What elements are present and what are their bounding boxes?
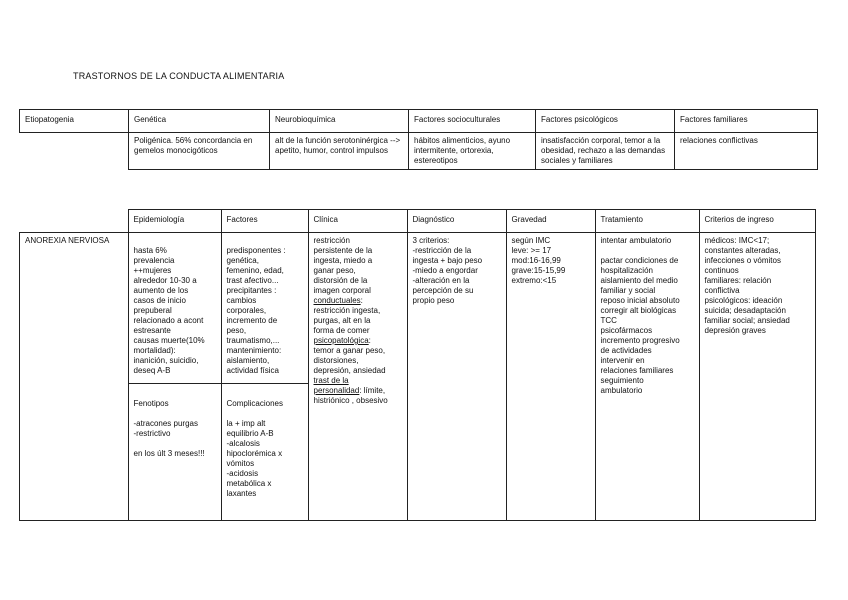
etiopatogenia-body-row bbox=[20, 133, 818, 170]
clinica-text-3: : temor a ganar peso, distorsiones, depresión, ansiedad bbox=[313, 336, 386, 375]
etiopatogenia-table bbox=[19, 109, 818, 170]
etiopatogenia-header-row bbox=[20, 110, 818, 133]
cell-neurobioquimica: alt de la función serotoninérgica --> apetito, humor, control impulsos bbox=[270, 133, 409, 170]
header-gravedad: Gravedad bbox=[506, 210, 595, 233]
anorexia-table bbox=[19, 209, 816, 521]
anorexia-row bbox=[20, 233, 816, 521]
clinica-underline-conductuales: conductuales bbox=[313, 296, 361, 305]
header-factores-socioculturales: Factores socioculturales bbox=[409, 110, 536, 133]
header-clinica: Clínica bbox=[308, 210, 407, 233]
cell-criterios-ingreso: médicos: IMC<17; constantes alteradas, infecciones o vómitos continuos familiares: relación conflictiva psicológicos: ideación suicida; desadaptación familiar social; ansiedad depresión graves bbox=[699, 233, 816, 521]
complicaciones-text: Complicaciones la + imp alt equilibrio A-B -alcalosis hipoclorémica x vómitos -acidosis metabólica x laxantes bbox=[226, 399, 283, 498]
page-title: TRASTORNOS DE LA CONDUCTA ALIMENTARIA bbox=[73, 71, 285, 81]
header-factores-familiares: Factores familiares bbox=[675, 110, 818, 133]
row-label-etiopatogenia: Etiopatogenia bbox=[20, 110, 129, 133]
header-neurobioquimica: Neurobioquímica bbox=[270, 110, 409, 133]
cell-factores-psicologicos: insatisfacción corporal, temor a la obesidad, rechazo a las demandas sociales y familiares bbox=[536, 133, 675, 170]
clinica-text-1: restricción persistente de la ingesta, miedo a ganar peso, distorsión de la imagen corporal bbox=[313, 236, 373, 295]
cell-genetica: Poligénica. 56% concordancia en gemelos monocigóticos bbox=[129, 133, 270, 170]
empty-cell bbox=[20, 133, 129, 170]
cell-tratamiento: intentar ambulatorio pactar condiciones de hospitalización aislamiento del medio familiar y social reposo inicial absoluto corregir alt biológicas TCC psicofármacos incremento progresivo de actividades intervenir en relaciones familiares seguimiento ambulatorio bbox=[595, 233, 699, 521]
cell-diagnostico: 3 criterios: -restricción de la ingesta + bajo peso -miedo a engordar -alteración en la percepción de su propio peso bbox=[407, 233, 506, 521]
cell-epidemiologia bbox=[128, 233, 221, 521]
row-label-anorexia: ANOREXIA NERVIOSA bbox=[20, 233, 129, 521]
header-tratamiento: Tratamiento bbox=[595, 210, 699, 233]
header-criterios-ingreso: Criterios de ingreso bbox=[699, 210, 816, 233]
clinica-text-4: : límite, histriónico , obsesivo bbox=[313, 386, 388, 405]
header-epidemiologia: Epidemiología bbox=[128, 210, 221, 233]
header-factores-psicologicos: Factores psicológicos bbox=[536, 110, 675, 133]
clinica-text-2: : restricción ingesta, purgas, alt en la forma de comer bbox=[313, 296, 381, 335]
header-genetica: Genética bbox=[129, 110, 270, 133]
header-diagnostico: Diagnóstico bbox=[407, 210, 506, 233]
factores-text: predisponentes : genética, femenino, edad, trast afectivo... precipitantes : cambios corporales, incremento de peso, traumatismo,... mantenimiento: aislamiento, actividad física bbox=[222, 243, 308, 384]
cell-factores bbox=[221, 233, 308, 521]
header-factores: Factores bbox=[221, 210, 308, 233]
cell-factores-familiares: relaciones conflictivas bbox=[675, 133, 818, 170]
anorexia-header-row bbox=[20, 210, 816, 233]
clinica-underline-personalidad: trast de la personalidad bbox=[313, 376, 360, 395]
epidemiologia-text: hasta 6% prevalencia ++mujeres alrededor 10-30 a aumento de los casos de inicio prepuberal relacionado a acont estresante causas muerte(10% mortalidad): inanición, suicidio, deseq A-B bbox=[129, 243, 221, 384]
empty-corner-cell bbox=[20, 210, 129, 233]
cell-gravedad: según IMC leve: >= 17 mod:16-16,99 grave:15-15,99 extremo:<15 bbox=[506, 233, 595, 521]
fenotipos-text: Fenotipos -atracones purgas -restrictivo en los últ 3 meses!!! bbox=[133, 399, 205, 458]
clinica-underline-psicopatologica: psicopatológica bbox=[313, 336, 369, 345]
cell-clinica bbox=[308, 233, 407, 521]
cell-factores-socioculturales: hábitos alimenticios, ayuno intermitente, ortorexia, estereotipos bbox=[409, 133, 536, 170]
